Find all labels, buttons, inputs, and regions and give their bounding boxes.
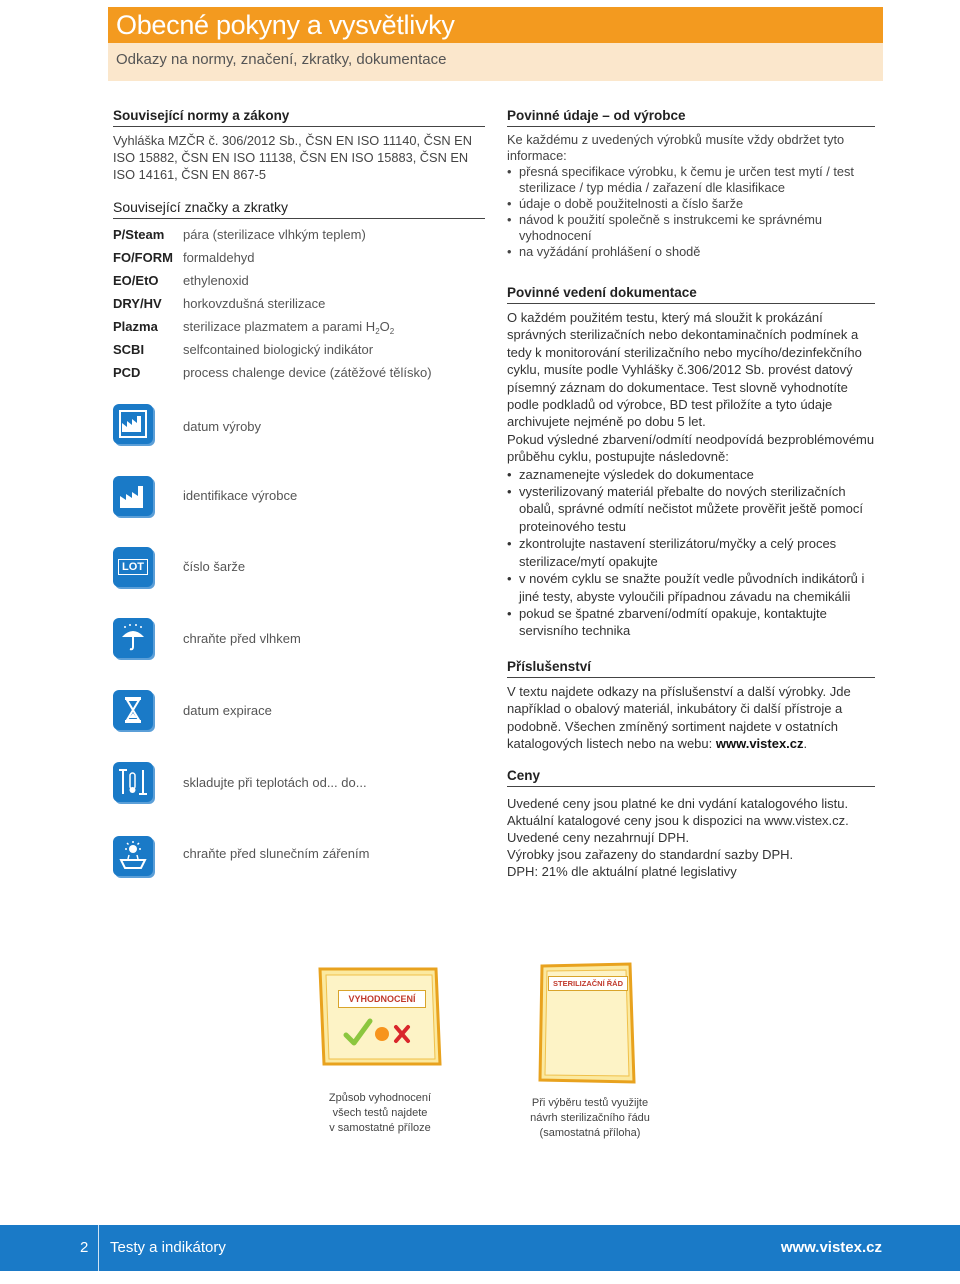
abbr-row (113, 227, 485, 250)
prices-line: Uvedené ceny jsou platné ke dni vydání katalogového listu. (507, 796, 849, 812)
subscript: 2 (389, 327, 395, 336)
product-title: Povinné údaje – od výrobce (507, 108, 875, 127)
list-item: • na vyžádání prohlášení o shodě (507, 244, 875, 260)
docs-text-1: O každém použitém testu, který má sloužit k prokázání správných sterilizačních nebo dekontaminačních podmínek a tedy k monitorování sterilizačního nebo mycího/dezinfekčního cyklu, musíte podle Vyhlášky č.306/2012 Sb. provést datový písemný záznam do dokumentace. Test slovně vyhodnotíte podle podkladů od výrobce, BD test přiložíte a tyto údaje archivujete nejméně po dobu 5 let. (507, 310, 862, 430)
abbr-term: FO/FORM (113, 250, 173, 265)
abbr-term: P/Steam (113, 227, 165, 242)
abbr-term: DRY/HV (113, 296, 162, 311)
subscript: 2 (375, 327, 380, 336)
caption-line: návrh sterilizačního řádu (530, 1112, 650, 1124)
list-item: • údaje o době použitelnosti a číslo šarže (507, 196, 875, 212)
symbol-row (113, 836, 370, 876)
abbr-term: PCD (113, 365, 141, 380)
keep-from-sunlight-icon (113, 836, 153, 876)
caption-line: (samostatná příloha) (539, 1127, 641, 1139)
list-item: • pokud se špatné zbarvení/odmítí opakuje, kontaktujte servisního technika (507, 605, 875, 640)
footer-section-title: Testy a indikátory (110, 1239, 226, 1256)
footer-website-link[interactable]: www.vistex.cz (780, 1239, 882, 1256)
left-column (113, 108, 485, 388)
symbol-label: datum expirace (183, 703, 272, 718)
list-item: • přesná specifikace výrobku, k čemu je určen test mytí / test sterilizace / typ média / zařazení dle klasifikace (507, 164, 875, 196)
sterilization-order-caption (510, 1096, 670, 1141)
sterilization-order-card (538, 962, 638, 1086)
symbol-label: identifikace výrobce (183, 488, 298, 503)
symbol-label: číslo šarže (183, 559, 246, 574)
abbr-row (113, 342, 485, 365)
keep-dry-icon (113, 618, 153, 658)
accessories-title: Příslušenství (507, 659, 875, 678)
evaluation-card (318, 967, 446, 1067)
docs-text-2: Pokud výsledné zbarvení/odmítí neodpovídá bezproblémovému průběhu cyklu, postupujte následovně: (507, 431, 875, 465)
lot-icon (113, 547, 153, 587)
website-link[interactable]: www.vistex.cz (715, 735, 804, 751)
abbr-desc: selfcontained biologický indikátor (183, 342, 374, 357)
list-item: • vysterilizovaný materiál přebalte do nových sterilizačních obalů, správné odmítí nečistot můžete prověřit ještě pomocí proteinového testu (507, 483, 875, 535)
page-header (108, 7, 883, 81)
abbr-desc: formaldehyd (183, 250, 255, 265)
symbol-row (113, 690, 272, 730)
abbr-row (113, 273, 485, 296)
norms-text: Vyhláška MZČR č. 306/2012 Sb., ČSN EN ISO 11140, ČSN EN ISO 15882, ČSN EN ISO 11138, ČSN EN ISO 15883, ČSN EN ISO 14161, ČSN EN 867-5 (113, 133, 472, 182)
symbol-row (113, 476, 298, 516)
temperature-limit-icon (113, 762, 153, 802)
symbol-label: datum výroby (183, 419, 262, 434)
prices-line: Uvedené ceny nezahrnují DPH. (507, 830, 690, 846)
list-item: • v novém cyklu se snažte použít vedle původních indikátorů i jiné testy, abyste vyloučili případnou závadu na chemikálii (507, 570, 875, 605)
right-column (507, 108, 875, 880)
abbr-desc-part: O (379, 319, 390, 334)
page-footer (0, 1225, 960, 1271)
prices-title: Ceny (507, 768, 875, 787)
abbr-desc: pára (sterilizace vlhkým teplem) (183, 227, 366, 242)
symbol-label: skladujte při teplotách od... do... (183, 775, 367, 790)
abbr-term: SCBI (113, 342, 145, 357)
sterilization-order-label: STERILIZAČNÍ ŘÁD (548, 976, 628, 991)
expiry-date-icon (113, 690, 153, 730)
product-intro: Ke každému z uvedených výrobků musíte vždy obdržet tyto informace: (507, 132, 845, 163)
manufacturer-icon (113, 476, 153, 516)
list-item: • návod k použití společně s instrukcemi ke správnému vyhodnocení (507, 212, 875, 244)
lot-icon-text: LOT (118, 559, 148, 575)
list-item: • zkontrolujte nastavení sterilizátoru/myčky a celý proces sterilizace/mytí opakujte (507, 535, 875, 570)
prices-line: Aktuální katalogové ceny jsou k dispozici na www.vistex.cz. (507, 813, 849, 829)
abbreviation-list (113, 227, 485, 388)
caption-line: všech testů najdete (332, 1107, 428, 1119)
marks-title: Související značky a zkratky (113, 199, 485, 219)
symbol-label: chraňte před slunečním zářením (183, 846, 370, 861)
caption-line: v samostatné příloze (329, 1122, 431, 1134)
manufacture-date-icon (113, 404, 153, 444)
accessories-text (507, 683, 875, 753)
accessories-text-part: V textu najdete odkazy na příslušenství a další výrobky. Jde například o obalový materiál, inkubátory či další přístroje a podobně. Všechen zmíněný sortiment najdete v ostatních katalogových listech nebo na webu: (507, 683, 851, 751)
abbr-term: Plazma (113, 319, 158, 334)
symbol-row (113, 618, 301, 658)
page-number: 2 (80, 1239, 89, 1256)
caption-line: Způsob vyhodnocení (328, 1092, 432, 1104)
abbr-row (113, 319, 485, 342)
docs-title: Povinné vedení dokumentace (507, 285, 875, 304)
abbr-desc: horkovzdušná sterilizace (183, 296, 326, 311)
abbr-term: EO/EtO (113, 273, 159, 288)
abbr-row (113, 250, 485, 273)
abbr-row (113, 365, 485, 388)
evaluation-label: VYHODNOCENÍ (338, 990, 426, 1008)
symbol-label: chraňte před vlhkem (183, 631, 301, 646)
prices-text (507, 795, 875, 880)
docs-list (507, 466, 875, 640)
abbr-desc-part: sterilizace plazmatem a parami H (183, 319, 376, 334)
prices-line: Výrobky jsou zařazeny do standardní sazby DPH. (507, 847, 794, 863)
footer-divider (98, 1225, 99, 1271)
symbol-list (113, 400, 485, 880)
symbol-row (113, 404, 262, 444)
prices-line: DPH: 21% dle aktuální platné legislativy (507, 864, 737, 880)
page-title: Obecné pokyny a vysvětlivky (116, 10, 455, 40)
product-list (507, 164, 875, 260)
check-dot-cross-icon (342, 1017, 422, 1051)
caption-line: Při výběru testů využijte (531, 1097, 649, 1109)
abbr-desc: process chalenge device (zátěžové tělísko) (183, 365, 432, 380)
evaluation-caption (300, 1091, 460, 1136)
list-item: • zaznamenejte výsledek do dokumentace (507, 466, 875, 483)
symbol-row (113, 762, 367, 802)
abbr-desc: ethylenoxid (183, 273, 249, 288)
symbol-row (113, 547, 246, 587)
page-subtitle: Odkazy na normy, značení, zkratky, dokumentace (116, 51, 447, 68)
abbr-row (113, 296, 485, 319)
abbr-desc (183, 319, 394, 336)
accessories-text-part: . (803, 735, 808, 751)
norms-title: Související normy a zákony (113, 108, 485, 127)
